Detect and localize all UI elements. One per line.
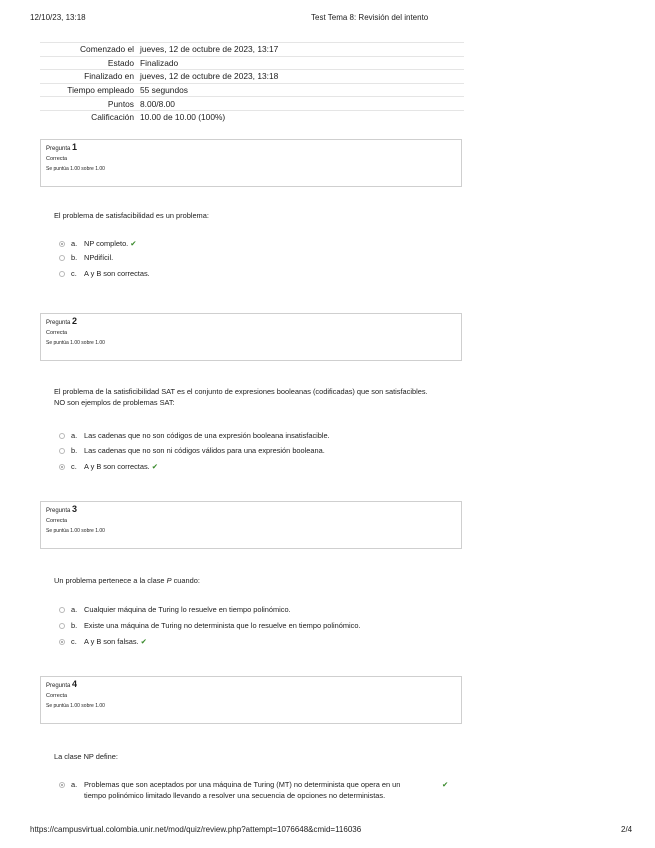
question-score: Se puntúa 1.00 sobre 1.00 <box>46 166 105 172</box>
summary-value: 10.00 de 10.00 (100%) <box>140 110 464 123</box>
radio-button[interactable] <box>59 255 65 261</box>
answer-option[interactable]: c. A y B son falsas. ✔ <box>59 636 147 647</box>
print-date: 12/10/23, 13:18 <box>30 13 86 22</box>
summary-row <box>40 110 464 123</box>
summary-label: Calificación <box>40 110 140 123</box>
summary-value: jueves, 12 de octubre de 2023, 13:18 <box>140 70 464 84</box>
radio-selected[interactable] <box>59 782 65 788</box>
answer-option[interactable]: a. NP completo. ✔ <box>59 238 136 249</box>
summary-value: 8.00/8.00 <box>140 97 464 111</box>
answer-option[interactable]: a. Las cadenas que no son códigos de una expresión booleana insatisfacible. <box>59 430 330 441</box>
summary-value: jueves, 12 de octubre de 2023, 13:17 <box>140 43 464 57</box>
attempt-summary-table <box>40 42 464 124</box>
radio-button[interactable] <box>59 433 65 439</box>
check-icon: ✔ <box>442 780 449 789</box>
question-text: El problema de la satisficibilidad SAT es el conjunto de expresiones booleanas (codificadas) que son satisfacibles. NO son ejemplos de problemas SAT: <box>54 387 428 407</box>
summary-label: Comenzado el <box>40 43 140 57</box>
answer-option[interactable]: a. Problemas que son aceptados por una máquina de Turing (MT) no determinista que opera en un tiempo polinómico limitado llevando a resolver una secuencia de opciones no deterministas. ✔ <box>59 779 449 801</box>
print-url: https://campusvirtual.colombia.unir.net/mod/quiz/review.php?attempt=1076648&cmid=116036 <box>30 825 362 834</box>
question-number: Pregunta 2 <box>46 316 78 326</box>
question-text: El problema de satisfacibilidad es un problema: <box>54 211 209 220</box>
question-status: Correcta <box>46 156 68 162</box>
question-info-box <box>40 139 462 187</box>
answer-option[interactable]: c. A y B son correctas. ✔ <box>59 461 158 472</box>
question-info-box <box>40 501 462 549</box>
summary-row <box>40 56 464 70</box>
question-info-box <box>40 313 462 361</box>
summary-label: Estado <box>40 56 140 70</box>
answer-option[interactable]: b. Las cadenas que no son ni códigos válidos para una expresión booleana. <box>59 445 325 456</box>
summary-row <box>40 43 464 57</box>
question-score: Se puntúa 1.00 sobre 1.00 <box>46 340 105 346</box>
answer-option[interactable]: c. A y B son correctas. <box>59 268 150 279</box>
summary-row <box>40 70 464 84</box>
answer-option[interactable]: b. Existe una máquina de Turing no determinista que lo resuelve en tiempo polinómico. <box>59 620 361 631</box>
question-status: Correcta <box>46 518 68 524</box>
radio-button[interactable] <box>59 607 65 613</box>
summary-label: Finalizado en <box>40 70 140 84</box>
answer-option[interactable]: a. Cualquier máquina de Turing lo resuelve en tiempo polinómico. <box>59 604 291 615</box>
radio-selected[interactable] <box>59 639 65 645</box>
question-number: Pregunta 3 <box>46 504 78 514</box>
summary-value: Finalizado <box>140 56 464 70</box>
summary-label: Tiempo empleado <box>40 83 140 97</box>
question-text: Un problema pertenece a la clase P cuando: <box>54 576 200 585</box>
question-number: Pregunta 1 <box>46 142 78 152</box>
print-title: Test Tema 8: Revisión del intento <box>311 13 429 22</box>
summary-row <box>40 97 464 111</box>
summary-row <box>40 83 464 97</box>
radio-button[interactable] <box>59 448 65 454</box>
check-icon: ✔ <box>130 239 137 248</box>
radio-button[interactable] <box>59 271 65 277</box>
question-status: Correcta <box>46 693 68 699</box>
check-icon: ✔ <box>151 462 158 471</box>
question-text: La clase NP define: <box>54 752 118 761</box>
question-score: Se puntúa 1.00 sobre 1.00 <box>46 703 105 709</box>
radio-button[interactable] <box>59 623 65 629</box>
question-info-box <box>40 676 462 724</box>
radio-selected[interactable] <box>59 464 65 470</box>
question-status: Correcta <box>46 330 68 336</box>
summary-label: Puntos <box>40 97 140 111</box>
question-number: Pregunta 4 <box>46 679 78 689</box>
radio-selected[interactable] <box>59 241 65 247</box>
answer-option[interactable]: b. NPdifícil. <box>59 252 113 263</box>
question-score: Se puntúa 1.00 sobre 1.00 <box>46 528 105 534</box>
summary-value: 55 segundos <box>140 83 464 97</box>
check-icon: ✔ <box>140 637 147 646</box>
page-number: 2/4 <box>621 825 633 834</box>
